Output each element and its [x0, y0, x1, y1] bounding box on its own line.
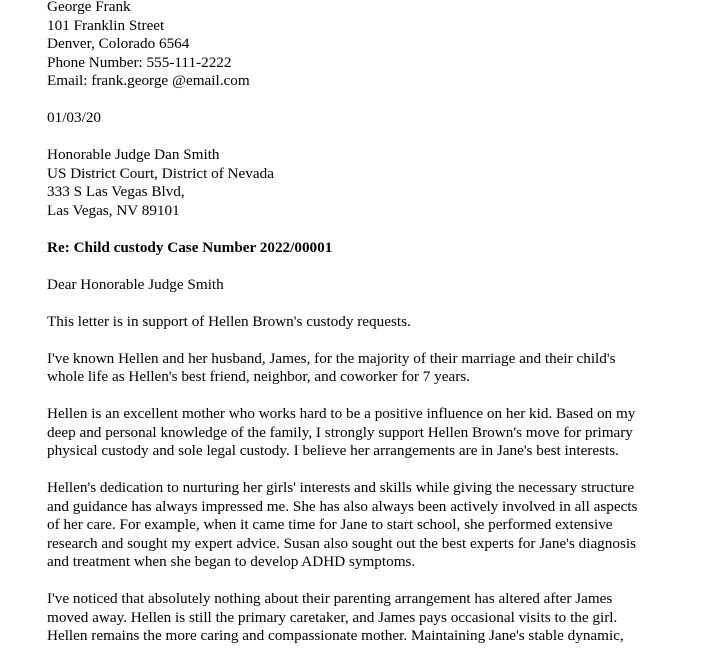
sender-city: Denver, Colorado 6564 [47, 35, 190, 52]
letter-date: 01/03/20 [47, 109, 102, 126]
paragraph-line: I've noticed that absolutely nothing about their parenting arrangement has altered after James [47, 590, 613, 607]
paragraph-line: This letter is in support of Hellen Brown's custody requests. [47, 312, 411, 330]
salutation: Dear Honorable Judge Smith [47, 275, 224, 293]
sender-address-block [47, 0, 712, 91]
sender-email: Email: frank.george @email.com [47, 72, 250, 89]
paragraph-line: deep and personal knowledge of the family, I strongly support Hellen Brown's move for primary [47, 423, 633, 441]
body-paragraph [47, 350, 712, 387]
body-paragraph [47, 313, 712, 332]
paragraph-line: I've known Hellen and her husband, James, for the majority of their marriage and their child's [47, 349, 616, 367]
recipient-name: Honorable Judge Dan Smith [47, 146, 220, 163]
paragraph-line: whole life as Hellen's best friend, neighbor, and coworker for 7 years. [47, 368, 471, 385]
body-paragraph [47, 479, 712, 572]
recipient-city: Las Vegas, NV 89101 [47, 201, 180, 219]
paragraph-line: and guidance has always impressed me. She has also always been actively involved in all aspects [47, 497, 638, 515]
body-paragraph [47, 590, 712, 646]
sender-street: 101 Franklin Street [47, 16, 165, 34]
paragraph-line: Hellen remains the more caring and compassionate mother. Maintaining Jane's stable dynamic, [47, 627, 624, 644]
sender-name: George Frank [47, 0, 131, 15]
sender-phone: Phone Number: 555-111-2222 [47, 53, 232, 71]
body-paragraph [47, 405, 712, 461]
paragraph-line: Hellen is an excellent mother who works hard to be a positive influence on her kid. Based on my [47, 405, 636, 422]
recipient-address-block [47, 146, 712, 220]
recipient-street: 333 S Las Vegas Blvd, [47, 183, 185, 200]
letter-body [47, 313, 712, 646]
paragraph-line: Hellen's dedication to nurturing her girls' interests and skills while giving the necessary structure [47, 479, 635, 496]
paragraph-line: and treatment when she began to develop ADHD symptoms. [47, 553, 416, 570]
paragraph-line: of her care. For example, when it came time for Jane to start school, she performed extensive [47, 516, 613, 533]
recipient-court: US District Court, District of Nevada [47, 164, 274, 182]
paragraph-line: research and sought my expert advice. Susan also sought out the best experts for Jane's diagnosis [47, 534, 637, 552]
letter-page [47, 0, 712, 646]
paragraph-line: moved away. Hellen is still the primary caretaker, and James pays occasional visits to the girl. [47, 608, 618, 626]
paragraph-line: physical custody and sole legal custody. I believe her arrangements are in Jane's best interests. [47, 442, 619, 459]
subject-line: Re: Child custody Case Number 2022/00001 [47, 238, 333, 256]
